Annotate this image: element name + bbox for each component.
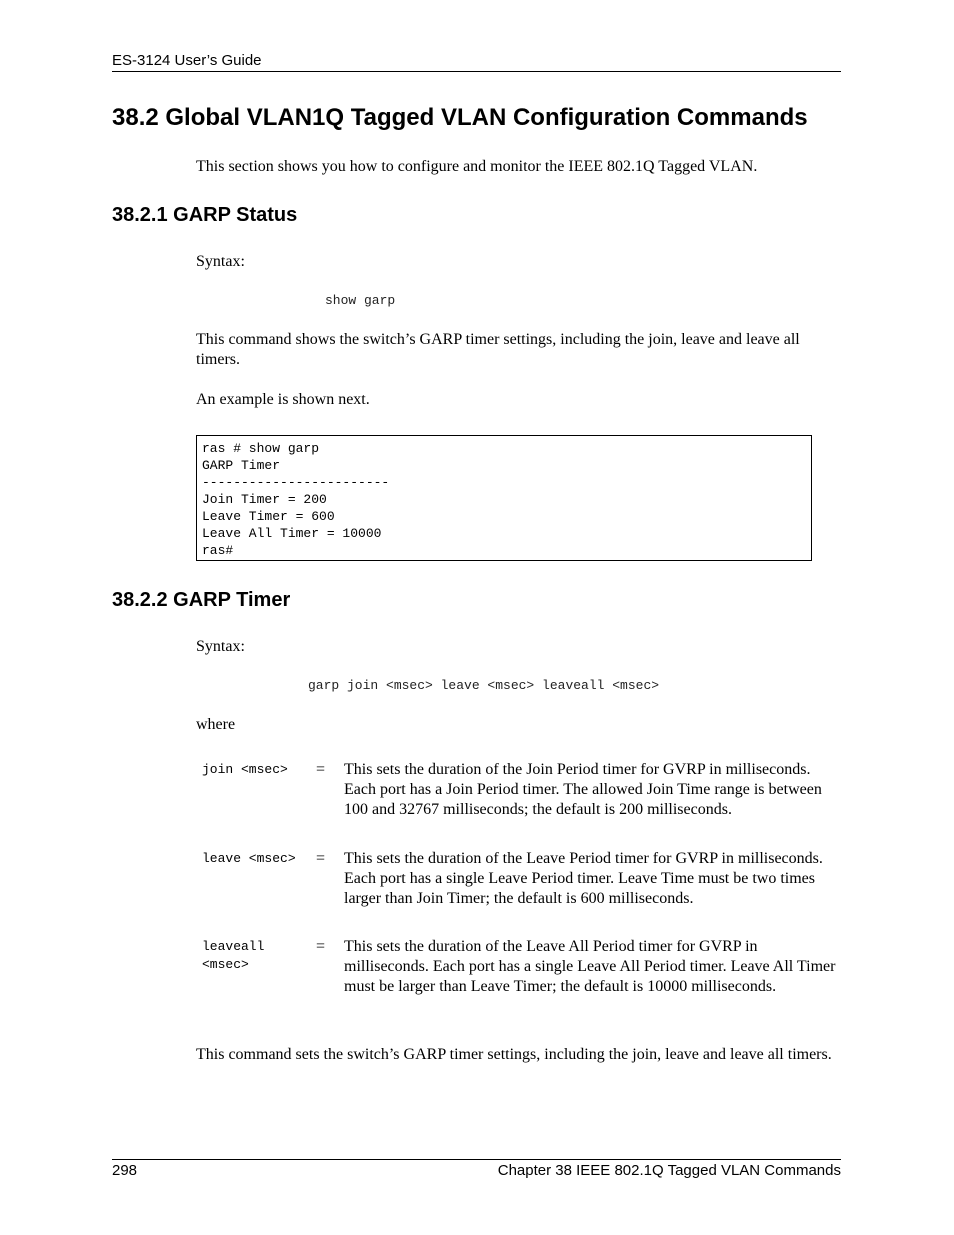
section-title: 38.2 Global VLAN1Q Tagged VLAN Configuration Commands	[112, 104, 808, 131]
code-line: ras#	[202, 543, 234, 558]
code-line: ras # show garp	[202, 441, 320, 456]
page-number: 298	[112, 1162, 138, 1179]
where-label: where	[196, 716, 236, 733]
code-line: ------------------------	[202, 475, 390, 490]
param-name: leave <msec>	[202, 851, 296, 866]
param-name: leaveall <msec>	[202, 939, 273, 972]
param-equals: =	[316, 761, 326, 778]
param-equals: =	[316, 938, 326, 955]
garp-timer-description: This command sets the switch’s GARP timer settings, including the join, leave and leave all timers.	[196, 1046, 832, 1063]
param-description: This sets the duration of the Leave All Period timer for GVRP in milliseconds. Each port has a single Leave All Period timer. Leave All Timer must be larger than Leave Timer; the default is 10000 milliseconds.	[344, 938, 836, 995]
garp-timer-syntax: garp join <msec> leave <msec> leaveall <msec>	[308, 678, 660, 693]
header-rule	[112, 71, 841, 72]
param-equals: =	[316, 850, 326, 867]
code-line: Join Timer = 200	[202, 492, 327, 507]
param-name: join <msec>	[202, 762, 288, 777]
example-code-box	[196, 435, 812, 561]
garp-status-heading: 38.2.1 GARP Status	[112, 204, 298, 226]
garp-timer-syntax-label: Syntax:	[196, 638, 245, 655]
code-line: GARP Timer	[202, 458, 281, 473]
chapter-footer: Chapter 38 IEEE 802.1Q Tagged VLAN Commands	[497, 1162, 841, 1179]
code-line: Leave Timer = 600	[202, 509, 335, 524]
section-intro: This section shows you how to configure and monitor the IEEE 802.1Q Tagged VLAN.	[196, 158, 758, 175]
garp-status-syntax-label: Syntax:	[196, 253, 245, 270]
example-intro: An example is shown next.	[196, 391, 370, 408]
running-header: ES-3124 User’s Guide	[112, 52, 262, 69]
garp-timer-heading: 38.2.2 GARP Timer	[112, 589, 291, 611]
footer-rule	[112, 1159, 841, 1160]
code-line: Leave All Timer = 10000	[202, 526, 382, 541]
garp-status-description: This command shows the switch’s GARP timer settings, including the join, leave and leave all timers.	[196, 331, 800, 368]
param-description: This sets the duration of the Leave Period timer for GVRP in milliseconds. Each port has a single Leave Period timer. Leave Time must be two times larger than Join Timer; the default is 600 milliseconds.	[344, 850, 823, 907]
garp-status-syntax: show garp	[325, 293, 396, 308]
param-description: This sets the duration of the Join Period timer for GVRP in milliseconds. Each port has a Join Period timer. The allowed Join Time range is between 100 and 32767 milliseconds; the default is 200 milliseconds.	[344, 761, 822, 818]
